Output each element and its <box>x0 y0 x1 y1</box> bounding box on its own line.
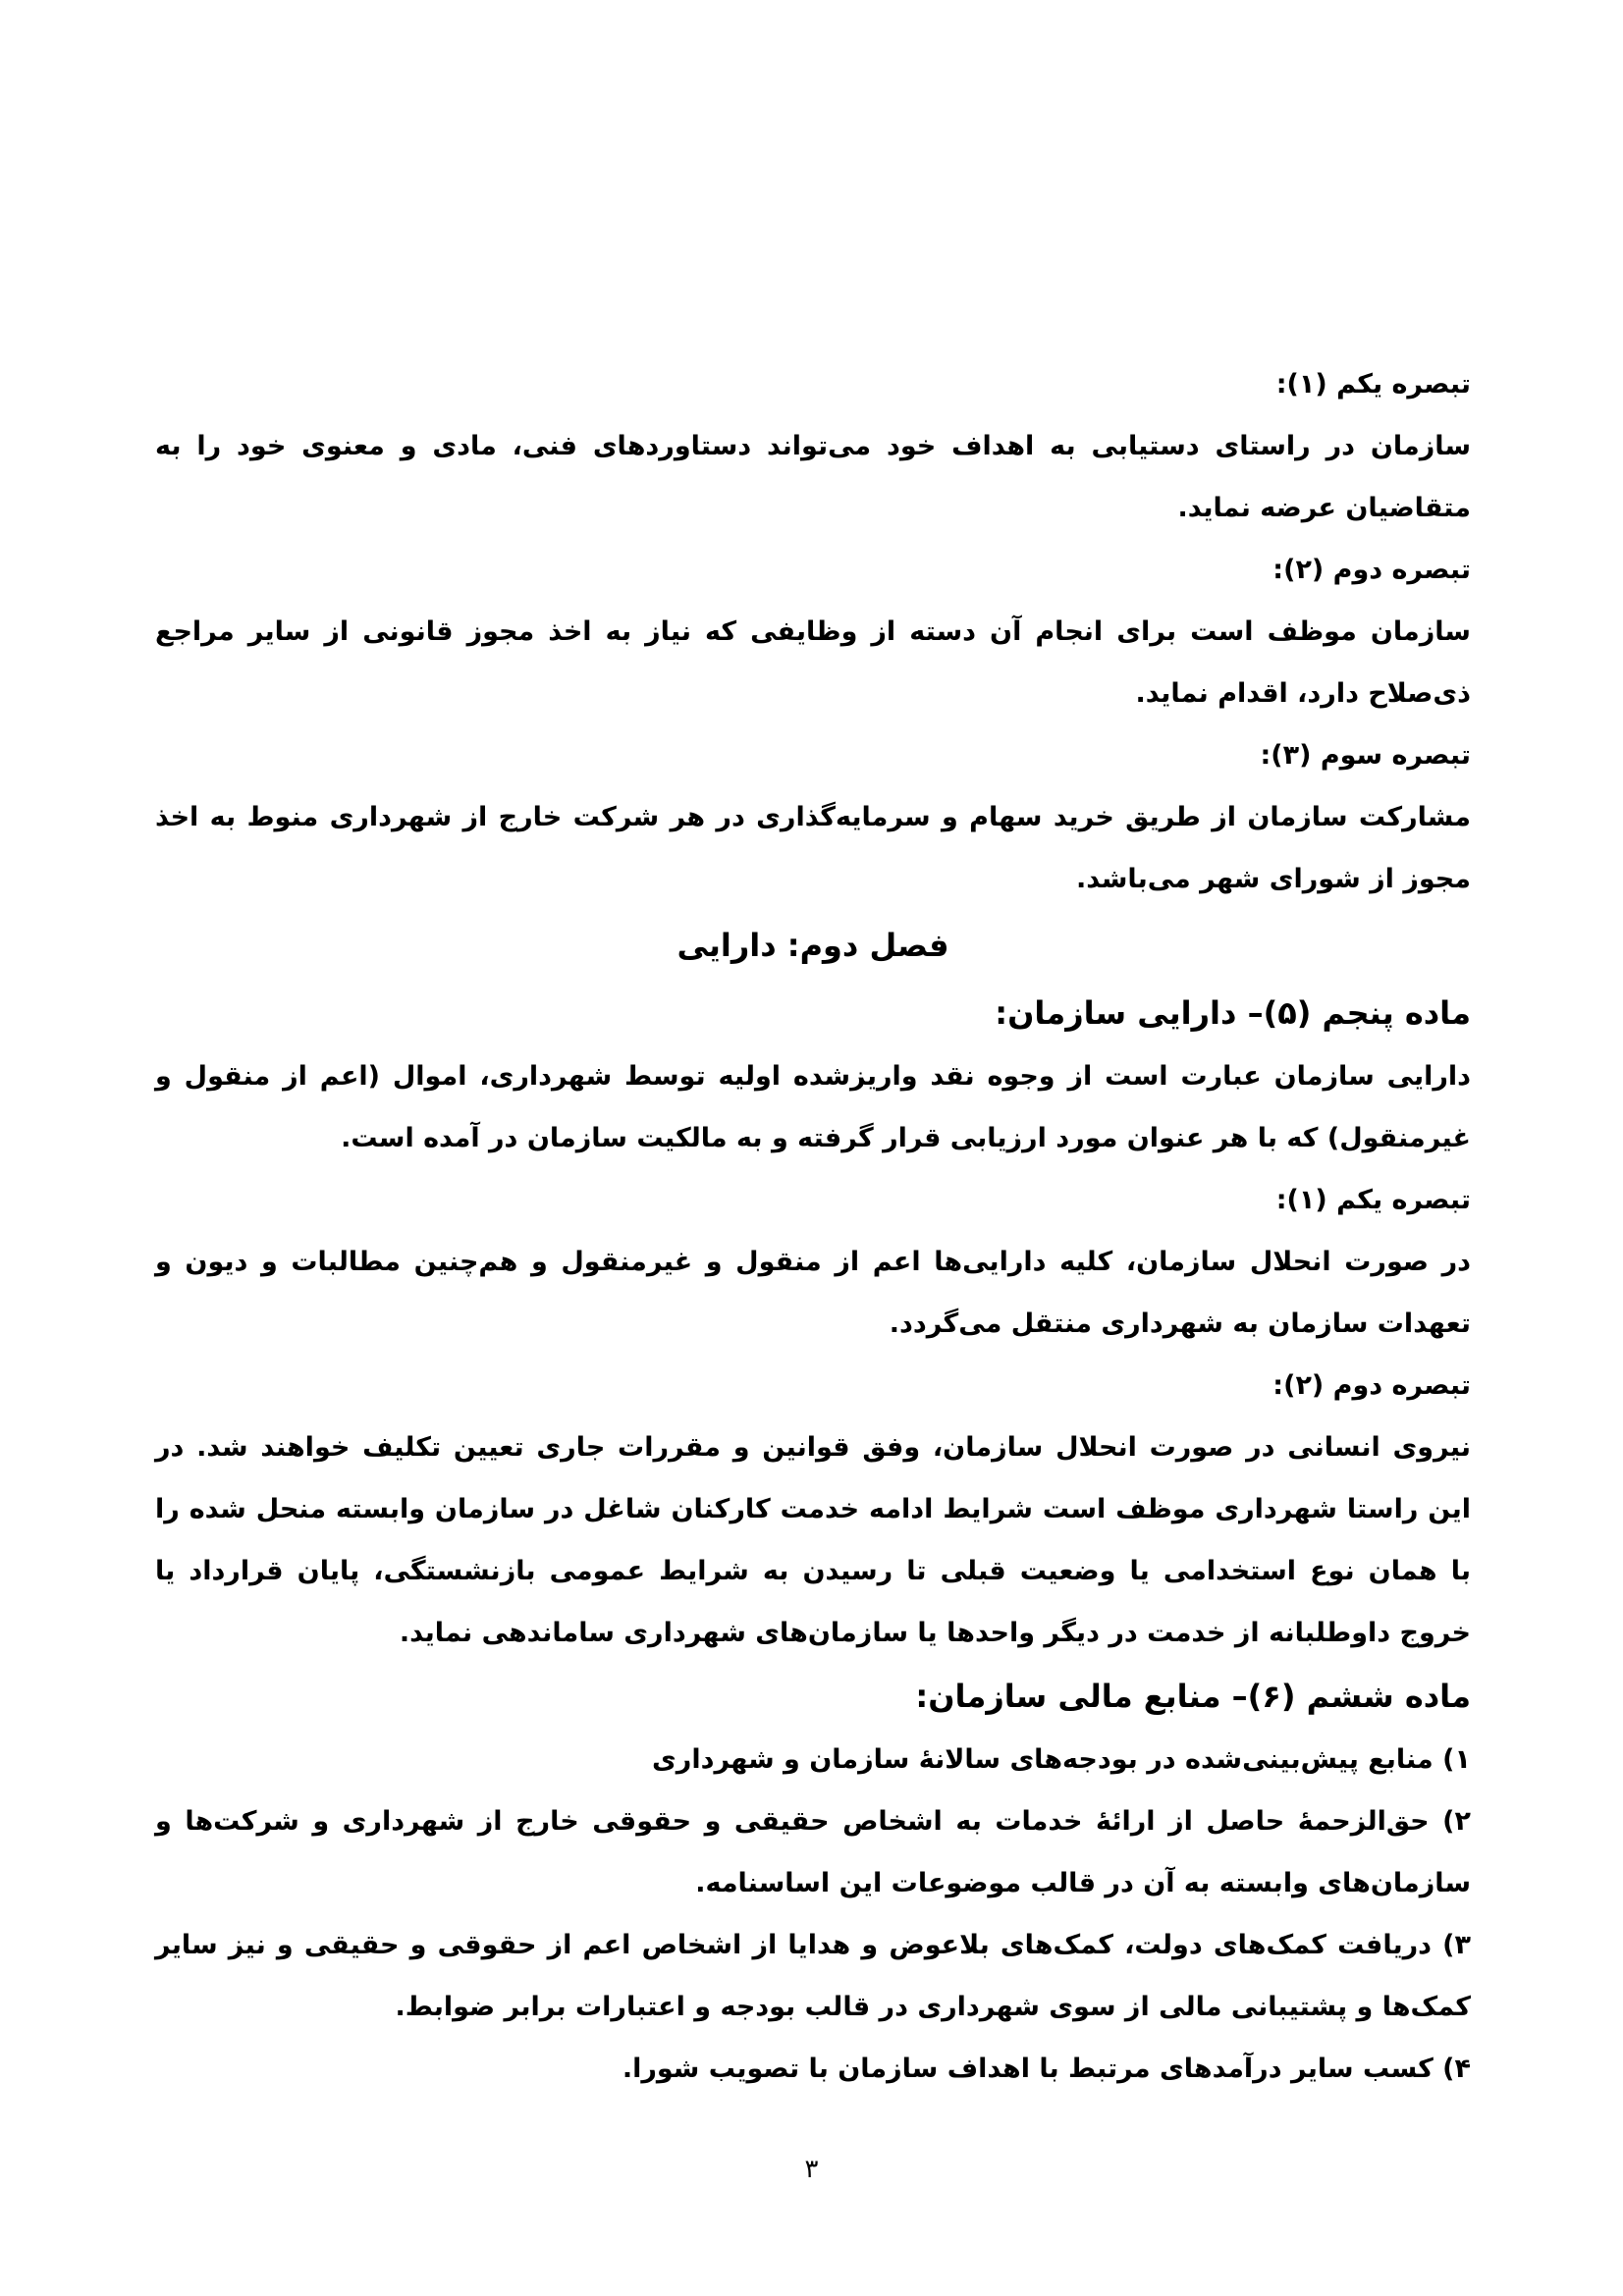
chapter-title: فصل دوم: دارایی <box>676 927 949 964</box>
article-6-item-2: ۲) حق‌الزحمۀ حاصل از ارائۀ خدمات به اشخاص حقیقی و حقوقی خارج از شهرداری و شرکت‌ها و سازمان‌های وابسته به آن در قالب موضوعات این اساسنامه. <box>155 1806 1471 1898</box>
note-3-title: تبصره سوم (۳): <box>1260 740 1471 771</box>
note-1-title: تبصره یکم (۱): <box>1275 369 1471 400</box>
article-5-title: ماده پنجم (۵)– دارایی سازمان: <box>995 994 1471 1032</box>
page-number: ۳ <box>804 2155 819 2184</box>
note-2-text: سازمان موظف است برای انجام آن دسته از وظایفی که نیاز به اخذ مجوز قانونی از سایر مراجع ذی‌صلاح دارد، اقدام نماید. <box>155 616 1471 709</box>
article-6-item-4: ۴) کسب سایر درآمدهای مرتبط با اهداف سازمان با تصویب شورا. <box>622 2054 1471 2084</box>
article-5-text: دارایی سازمان عبارت است از وجوه نقد واریزشده اولیه توسط شهرداری، اموال (اعم از منقول و غیرمنقول) که با هر عنوان مورد ارزیابی قرار گرفته و به مالکیت سازمان در آمده است. <box>155 1061 1471 1153</box>
article-5-note-2-text: نیروی انسانی در صورت انحلال سازمان، وفق قوانین و مقررات جاری تعیین تکلیف خواهند شد. در این راستا شهرداری موظف است شرایط ادامه خدمت کارکنان شاغل در سازمان وابسته منحل شده را با همان نوع استخدامی یا وضعیت قبلی تا رسیدن به شرایط عمومی بازنشستگی، پایان قرارداد یا خروج داوطلبانه از خدمت در دیگر واحدها یا سازمان‌های شهرداری ساماندهی نماید. <box>155 1432 1471 1648</box>
note-3-text: مشارکت سازمان از طریق خرید سهام و سرمایه‌گذاری در هر شرکت خارج از شهرداری منوط به اخذ مجوز از شورای شهر می‌باشد. <box>155 802 1471 894</box>
article-5-note-1-title: تبصره یکم (۱): <box>1275 1185 1471 1215</box>
article-6-item-3: ۳) دریافت کمک‌های دولت، کمک‌های بلاعوض و هدایا از اشخاص اعم از حقوقی و حقیقی و نیز سایر کمک‌ها و پشتیبانی مالی از سوی شهرداری در قالب بودجه و اعتبارات برابر ضوابط. <box>155 1930 1471 2022</box>
article-5-note-1-text: در صورت انحلال سازمان، کلیه دارایی‌ها اعم از منقول و غیرمنقول و هم‌چنین مطالبات و دیون و تعهدات سازمان به شهرداری منتقل می‌گردد. <box>155 1247 1471 1339</box>
note-1-text: سازمان در راستای دستیابی به اهداف خود می‌تواند دستاوردهای فنی، مادی و معنوی خود را به متقاضیان عرضه نماید. <box>155 431 1471 523</box>
article-6-item-1: ۱) منابع پیش‌بینی‌شده در بودجه‌های سالانۀ سازمان و شهرداری <box>652 1744 1471 1775</box>
article-5-note-2-title: تبصره دوم (۲): <box>1272 1370 1471 1401</box>
note-2-title: تبصره دوم (۲): <box>1272 555 1471 585</box>
article-6-title: ماده ششم (۶)– منابع مالی سازمان: <box>915 1678 1471 1715</box>
document-body <box>155 353 1471 2100</box>
